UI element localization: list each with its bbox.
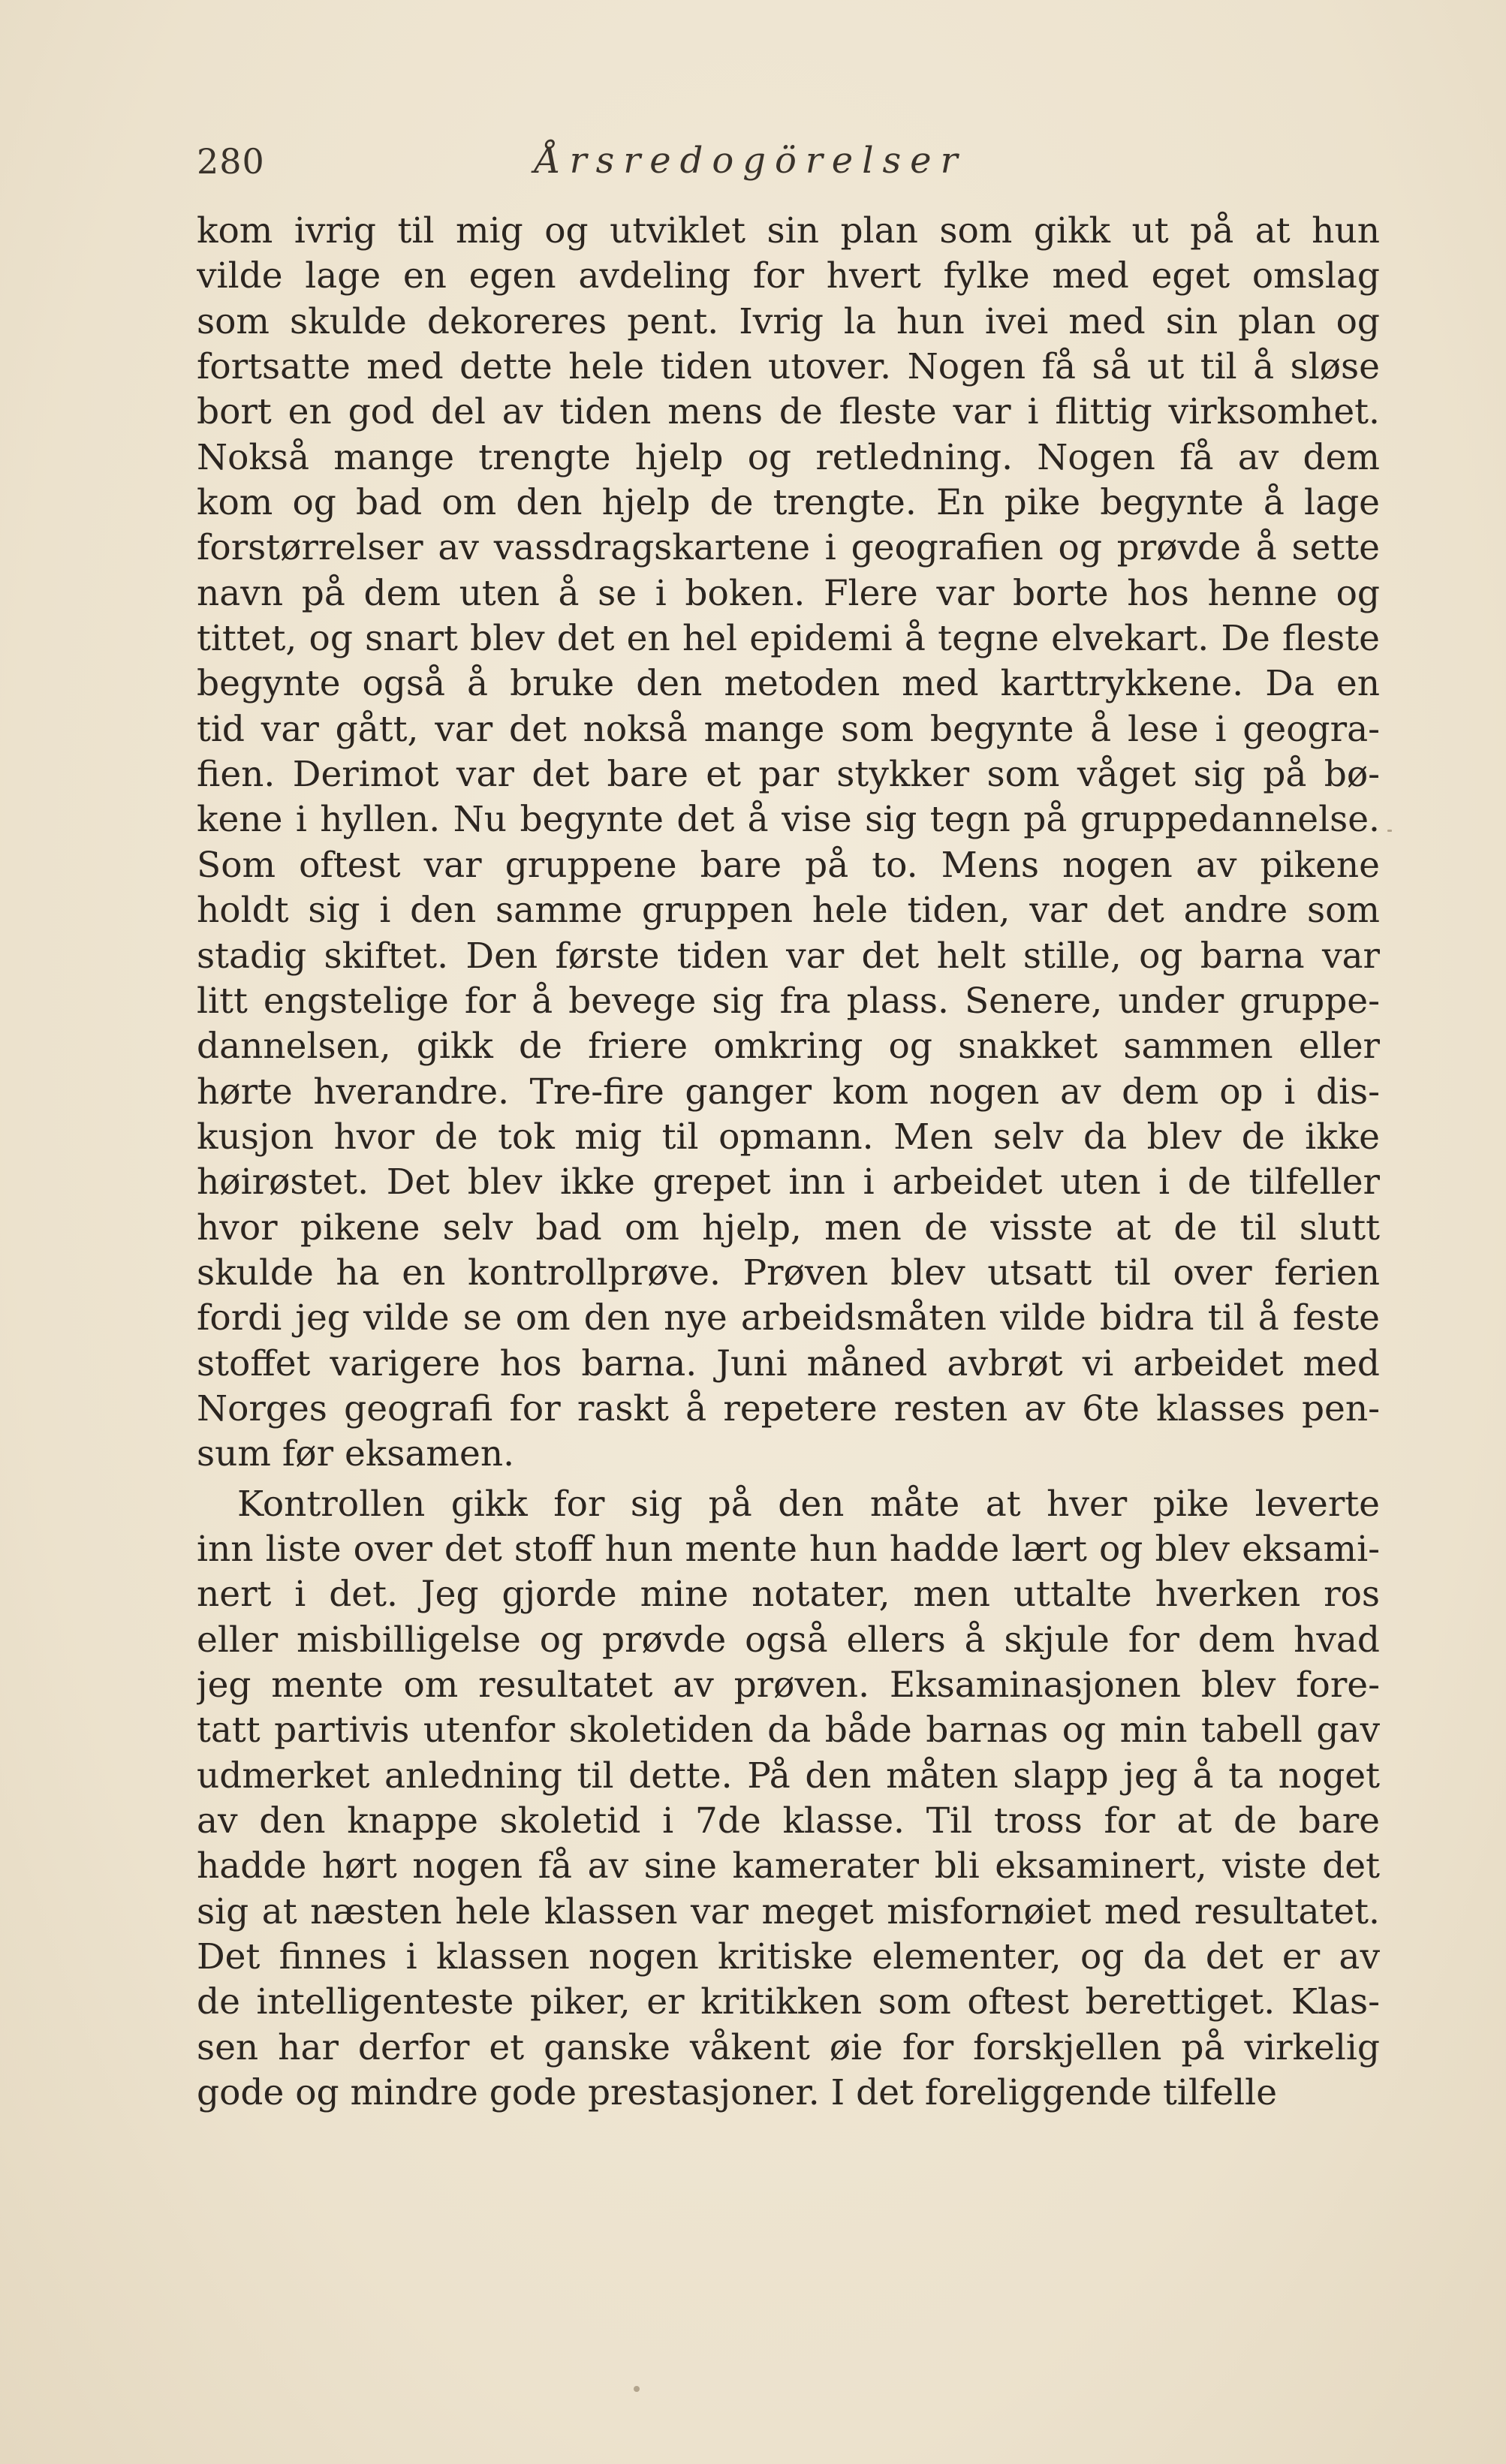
text-line: stadig skiftet. Den første tiden var det helt stille, og barna var	[197, 935, 1380, 977]
text-line: vilde lage en egen avdeling for hvert fylke med eget omslag	[197, 255, 1380, 297]
text-line: de intelligenteste piker, er kritikken som oftest berettiget. Klas-	[197, 1981, 1380, 2023]
text-line: hvor pikene selv bad om hjelp, men de visste at de til slutt	[197, 1206, 1380, 1249]
text-line: hørte hverandre. Tre-fire ganger kom nogen av dem op i dis-	[197, 1071, 1380, 1113]
text-line: udmerket anledning til dette. På den måten slapp jeg å ta noget	[197, 1755, 1380, 1797]
text-line: høirøstet. Det blev ikke grepet inn i arbeidet uten i de tilfeller	[197, 1161, 1380, 1203]
paper-speck	[1387, 830, 1392, 832]
text-line: forstørrelser av vassdragskartene i geografien og prøvde å sette	[197, 527, 1380, 569]
text-line: begynte også å bruke den metoden med karttrykkene. Da en	[197, 663, 1380, 705]
paragraph-2	[197, 1482, 1380, 2116]
text-line: navn på dem uten å se i boken. Flere var borte hos henne og	[197, 572, 1380, 614]
text-line: kusjon hvor de tok mig til opmann. Men selv da blev de ikke	[197, 1116, 1380, 1158]
body-text	[197, 209, 1380, 2116]
text-line: kom og bad om den hjelp de trengte. En pike begynte å lage	[197, 482, 1380, 524]
text-line: stoffet varigere hos barna. Juni måned avbrøt vi arbeidet med	[197, 1342, 1380, 1384]
text-line: eller misbilligelse og prøvde også ellers å skjule for dem hvad	[197, 1619, 1380, 1661]
text-line: fordi jeg vilde se om den nye arbeidsmåten vilde bidra til å feste	[197, 1297, 1380, 1339]
paragraph-1	[197, 209, 1380, 1477]
paper-speck	[634, 2386, 640, 2392]
text-line: tatt partivis utenfor skoletiden da både barnas og min tabell gav	[197, 1709, 1380, 1752]
text-line: gode og mindre gode prestasjoner. I det foreliggende tilfelle	[197, 2072, 1278, 2114]
page-header	[197, 141, 1380, 194]
text-line: sen har derfor et ganske våkent øie for forskjellen på virkelig	[197, 2026, 1380, 2068]
text-line: kom ivrig til mig og utviklet sin plan som gikk ut på at hun	[197, 210, 1380, 252]
text-line: sum før eksamen.	[197, 1433, 515, 1475]
text-line: inn liste over det stoff hun mente hun hadde lært og blev eksami-	[197, 1528, 1380, 1570]
text-line: Som oftest var gruppene bare på to. Mens nogen av pikene	[197, 844, 1380, 886]
text-line: holdt sig i den samme gruppen hele tiden, var det andre som	[197, 890, 1380, 932]
text-line: fortsatte med dette hele tiden utover. Nogen få så ut til å sløse	[197, 346, 1380, 388]
text-line: sig at næsten hele klassen var meget misfornøiet med resultatet.	[197, 1890, 1380, 1932]
text-line: som skulde dekoreres pent. Ivrig la hun ivei med sin plan og	[197, 300, 1380, 342]
text-line: jeg mente om resultatet av prøven. Eksaminasjonen blev fore-	[197, 1664, 1380, 1706]
text-line: kene i hyllen. Nu begynte det å vise sig tegn på gruppedannelse.	[197, 799, 1380, 841]
text-line: skulde ha en kontrollprøve. Prøven blev utsatt til over ferien	[197, 1252, 1380, 1294]
text-line: bort en god del av tiden mens de fleste var i flittig virksomhet.	[197, 391, 1380, 433]
text-line: nert i det. Jeg gjorde mine notater, men uttalte hverken ros	[197, 1574, 1380, 1616]
text-line: hadde hørt nogen få av sine kamerater bli eksaminert, viste det	[197, 1845, 1380, 1887]
text-line: Norges geografi for raskt å repetere resten av 6te klasses pen-	[197, 1387, 1380, 1429]
text-line: tid var gått, var det nokså mange som begynte å lese i geogra-	[197, 708, 1380, 750]
text-line: av den knappe skoletid i 7de klasse. Til tross for at de bare	[197, 1800, 1380, 1842]
text-line: Det finnes i klassen nogen kritiske elementer, og da det er av	[197, 1936, 1380, 1978]
page-number: 280	[197, 141, 265, 182]
text-line: Nokså mange trengte hjelp og retledning. Nogen få av dem	[197, 436, 1380, 478]
text-line: tittet, og snart blev det en hel epidemi å tegne elvekart. De fleste	[197, 618, 1380, 660]
text-line: dannelsen, gikk de friere omkring og snakket sammen eller	[197, 1026, 1380, 1068]
text-line: litt engstelige for å bevege sig fra plass. Senere, under gruppe-	[197, 980, 1380, 1022]
text-line: Kontrollen gikk for sig på den måte at hver pike leverte	[237, 1483, 1380, 1525]
text-line: fien. Derimot var det bare et par stykker som våget sig på bø-	[197, 754, 1380, 796]
running-title: Årsredogörelser	[535, 140, 967, 182]
